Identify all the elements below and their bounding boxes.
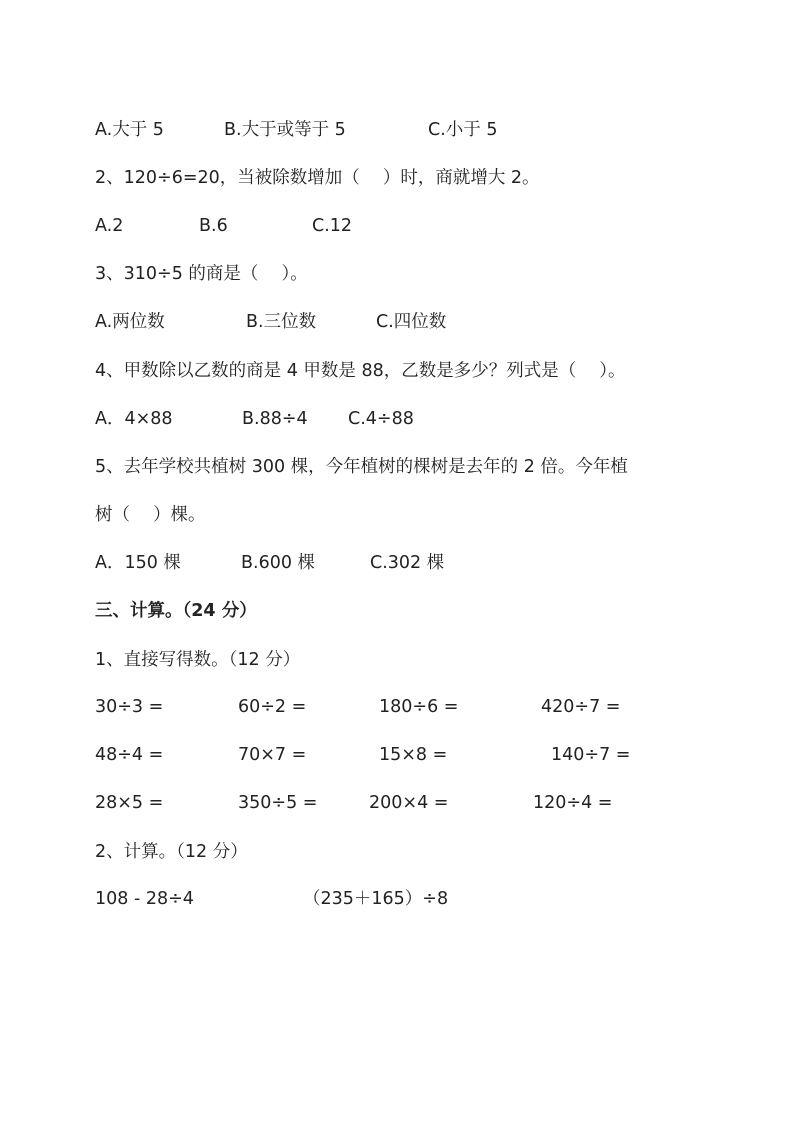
q5-option-a: A．150 棵 bbox=[95, 553, 181, 573]
calc-item: 30÷3 = bbox=[95, 697, 164, 717]
section-3-part-2-title: 2、计算。（12 分） bbox=[95, 842, 248, 862]
calc-item: 200×4 = bbox=[369, 793, 449, 813]
q2-option-a: A.2 bbox=[95, 216, 124, 236]
calc-item: 28×5 = bbox=[95, 793, 164, 813]
q2-option-c: C.12 bbox=[312, 216, 353, 236]
calc-item: 420÷7 = bbox=[541, 697, 621, 717]
calc-item: 15×8 = bbox=[379, 745, 448, 765]
calc-item: 180÷6 = bbox=[379, 697, 459, 717]
question-5-line-1: 5、去年学校共植树 300 棵，今年植树的棵树是去年的 2 倍。今年植 bbox=[95, 457, 628, 477]
q5-option-b: B.600 棵 bbox=[241, 553, 316, 573]
calc-item: 60÷2 = bbox=[238, 697, 307, 717]
q4-option-b: B.88÷4 bbox=[242, 409, 308, 429]
question-4: 4、甲数除以乙数的商是 4 甲数是 88，乙数是多少？列式是（ ）。 bbox=[95, 361, 626, 381]
calc-item: 70×7 = bbox=[238, 745, 307, 765]
section-3-heading: 三、计算。（24 分） bbox=[95, 601, 257, 621]
section-3-part-1-title: 1、直接写得数。（12 分） bbox=[95, 650, 301, 670]
calc-item: 48÷4 = bbox=[95, 745, 164, 765]
q1-option-a: A.大于 5 bbox=[95, 120, 164, 140]
q4-option-c: C.4÷88 bbox=[348, 409, 414, 429]
q3-option-a: A.两位数 bbox=[95, 312, 165, 332]
calc-expression: （235＋165）÷8 bbox=[303, 889, 449, 909]
q1-option-b: B.大于或等于 5 bbox=[224, 120, 346, 140]
question-5-line-2: 树（ ）棵。 bbox=[95, 505, 206, 525]
question-2: 2、120÷6=20，当被除数增加（ ）时，商就增大 2。 bbox=[95, 168, 540, 188]
q3-option-c: C.四位数 bbox=[376, 312, 447, 332]
calc-expression: 108 - 28÷4 bbox=[95, 889, 194, 909]
calc-item: 120÷4 = bbox=[533, 793, 613, 813]
q1-option-c: C.小于 5 bbox=[428, 120, 498, 140]
calc-item: 350÷5 = bbox=[238, 793, 318, 813]
q3-option-b: B.三位数 bbox=[246, 312, 317, 332]
question-3: 3、310÷5 的商是（ ）。 bbox=[95, 264, 308, 284]
q4-option-a: A．4×88 bbox=[95, 409, 173, 429]
q5-option-c: C.302 棵 bbox=[370, 553, 445, 573]
q2-option-b: B.6 bbox=[199, 216, 228, 236]
calc-item: 140÷7 = bbox=[551, 745, 631, 765]
